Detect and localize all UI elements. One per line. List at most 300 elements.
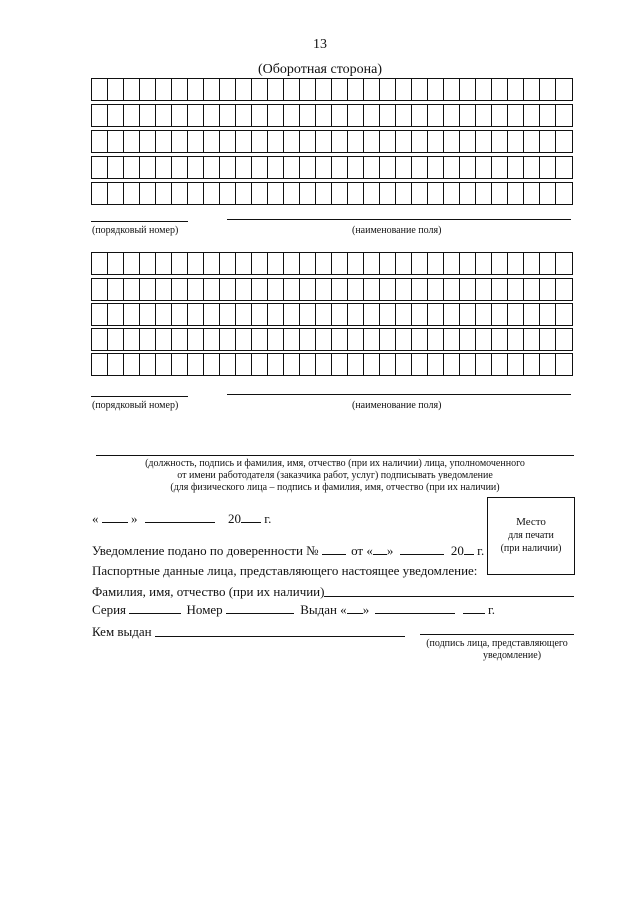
char-cell[interactable] [92, 354, 108, 375]
char-cell[interactable] [412, 304, 428, 325]
char-cell[interactable] [236, 131, 252, 152]
char-cell[interactable] [284, 304, 300, 325]
char-cell[interactable] [396, 79, 412, 100]
char-cell[interactable] [252, 105, 268, 126]
char-cell[interactable] [124, 131, 140, 152]
char-cell[interactable] [412, 354, 428, 375]
char-cell[interactable] [172, 279, 188, 300]
char-cell[interactable] [460, 79, 476, 100]
char-cell[interactable] [316, 183, 332, 204]
char-cell[interactable] [428, 183, 444, 204]
char-cell[interactable] [236, 279, 252, 300]
char-cell[interactable] [300, 329, 316, 350]
char-cell[interactable] [428, 354, 444, 375]
char-cell[interactable] [108, 279, 124, 300]
char-cell[interactable] [556, 329, 572, 350]
char-cell[interactable] [124, 279, 140, 300]
representative-signature-line[interactable] [420, 634, 574, 635]
char-cell[interactable] [300, 304, 316, 325]
char-cell[interactable] [428, 304, 444, 325]
char-cell[interactable] [412, 279, 428, 300]
char-cell[interactable] [444, 183, 460, 204]
char-cell[interactable] [332, 79, 348, 100]
char-cell[interactable] [332, 279, 348, 300]
char-cell[interactable] [316, 253, 332, 274]
char-cell[interactable] [524, 304, 540, 325]
char-cell[interactable] [348, 304, 364, 325]
char-cell[interactable] [396, 304, 412, 325]
char-cell[interactable] [396, 157, 412, 178]
char-cell[interactable] [140, 183, 156, 204]
char-cell[interactable] [380, 253, 396, 274]
char-grid-row-9[interactable] [91, 328, 573, 351]
char-cell[interactable] [524, 131, 540, 152]
char-cell[interactable] [380, 79, 396, 100]
char-cell[interactable] [284, 354, 300, 375]
char-cell[interactable] [156, 354, 172, 375]
char-cell[interactable] [156, 105, 172, 126]
char-cell[interactable] [556, 183, 572, 204]
day-field[interactable] [102, 511, 128, 523]
char-cell[interactable] [92, 304, 108, 325]
char-grid-row-5[interactable] [91, 182, 573, 205]
char-cell[interactable] [348, 79, 364, 100]
char-cell[interactable] [348, 354, 364, 375]
char-cell[interactable] [396, 105, 412, 126]
char-cell[interactable] [476, 304, 492, 325]
char-cell[interactable] [332, 253, 348, 274]
char-cell[interactable] [508, 131, 524, 152]
char-cell[interactable] [284, 157, 300, 178]
char-cell[interactable] [252, 157, 268, 178]
char-cell[interactable] [236, 79, 252, 100]
char-cell[interactable] [380, 105, 396, 126]
char-cell[interactable] [396, 329, 412, 350]
char-cell[interactable] [268, 131, 284, 152]
char-cell[interactable] [172, 354, 188, 375]
proxy-number-field[interactable] [322, 543, 346, 555]
char-cell[interactable] [492, 157, 508, 178]
char-cell[interactable] [364, 183, 380, 204]
char-grid-row-3[interactable] [91, 130, 573, 153]
char-cell[interactable] [428, 131, 444, 152]
char-cell[interactable] [508, 329, 524, 350]
char-cell[interactable] [252, 279, 268, 300]
char-cell[interactable] [124, 79, 140, 100]
char-cell[interactable] [316, 157, 332, 178]
char-cell[interactable] [252, 304, 268, 325]
char-cell[interactable] [316, 329, 332, 350]
char-cell[interactable] [492, 354, 508, 375]
char-cell[interactable] [412, 131, 428, 152]
char-cell[interactable] [316, 105, 332, 126]
char-cell[interactable] [412, 105, 428, 126]
char-cell[interactable] [268, 354, 284, 375]
char-cell[interactable] [108, 253, 124, 274]
series-field[interactable] [129, 602, 181, 614]
char-cell[interactable] [332, 105, 348, 126]
char-cell[interactable] [188, 354, 204, 375]
char-cell[interactable] [92, 183, 108, 204]
char-cell[interactable] [524, 157, 540, 178]
issued-month-field[interactable] [375, 602, 455, 614]
char-cell[interactable] [508, 253, 524, 274]
serial-number-line-2[interactable] [91, 396, 188, 397]
char-cell[interactable] [92, 253, 108, 274]
char-cell[interactable] [492, 279, 508, 300]
char-cell[interactable] [396, 279, 412, 300]
char-cell[interactable] [348, 105, 364, 126]
char-cell[interactable] [460, 105, 476, 126]
field-name-line-1[interactable] [227, 219, 571, 220]
char-cell[interactable] [556, 304, 572, 325]
char-cell[interactable] [172, 304, 188, 325]
char-cell[interactable] [188, 329, 204, 350]
char-cell[interactable] [92, 79, 108, 100]
char-cell[interactable] [476, 183, 492, 204]
char-cell[interactable] [300, 253, 316, 274]
char-cell[interactable] [204, 253, 220, 274]
char-cell[interactable] [476, 329, 492, 350]
char-cell[interactable] [284, 279, 300, 300]
char-cell[interactable] [380, 157, 396, 178]
char-cell[interactable] [316, 354, 332, 375]
char-cell[interactable] [140, 79, 156, 100]
char-cell[interactable] [156, 253, 172, 274]
char-cell[interactable] [300, 354, 316, 375]
char-cell[interactable] [124, 253, 140, 274]
char-cell[interactable] [556, 354, 572, 375]
char-cell[interactable] [444, 329, 460, 350]
char-cell[interactable] [204, 354, 220, 375]
char-cell[interactable] [428, 253, 444, 274]
field-name-line-2[interactable] [227, 394, 571, 395]
char-cell[interactable] [380, 279, 396, 300]
char-cell[interactable] [524, 183, 540, 204]
char-cell[interactable] [252, 183, 268, 204]
char-cell[interactable] [508, 354, 524, 375]
char-cell[interactable] [156, 279, 172, 300]
char-cell[interactable] [524, 354, 540, 375]
char-cell[interactable] [140, 253, 156, 274]
char-cell[interactable] [476, 79, 492, 100]
char-cell[interactable] [364, 354, 380, 375]
char-cell[interactable] [284, 105, 300, 126]
char-cell[interactable] [476, 354, 492, 375]
char-cell[interactable] [540, 183, 556, 204]
char-cell[interactable] [92, 279, 108, 300]
char-cell[interactable] [412, 253, 428, 274]
char-cell[interactable] [540, 329, 556, 350]
number-field[interactable] [226, 602, 294, 614]
char-cell[interactable] [220, 304, 236, 325]
char-cell[interactable] [108, 183, 124, 204]
char-cell[interactable] [332, 354, 348, 375]
char-cell[interactable] [460, 183, 476, 204]
char-cell[interactable] [300, 157, 316, 178]
char-cell[interactable] [428, 329, 444, 350]
char-cell[interactable] [268, 105, 284, 126]
char-cell[interactable] [556, 105, 572, 126]
char-cell[interactable] [428, 79, 444, 100]
char-cell[interactable] [492, 304, 508, 325]
char-cell[interactable] [540, 253, 556, 274]
char-cell[interactable] [204, 157, 220, 178]
char-cell[interactable] [380, 183, 396, 204]
char-cell[interactable] [364, 329, 380, 350]
char-cell[interactable] [172, 157, 188, 178]
char-grid-row-7[interactable] [91, 278, 573, 301]
char-cell[interactable] [108, 304, 124, 325]
char-cell[interactable] [460, 157, 476, 178]
char-cell[interactable] [444, 131, 460, 152]
char-cell[interactable] [444, 279, 460, 300]
char-cell[interactable] [188, 157, 204, 178]
char-cell[interactable] [124, 105, 140, 126]
char-cell[interactable] [492, 253, 508, 274]
char-cell[interactable] [524, 329, 540, 350]
char-cell[interactable] [524, 79, 540, 100]
char-cell[interactable] [556, 79, 572, 100]
char-cell[interactable] [108, 157, 124, 178]
char-cell[interactable] [220, 183, 236, 204]
char-cell[interactable] [492, 183, 508, 204]
char-cell[interactable] [476, 279, 492, 300]
char-cell[interactable] [348, 131, 364, 152]
char-cell[interactable] [444, 157, 460, 178]
char-cell[interactable] [124, 304, 140, 325]
char-cell[interactable] [124, 329, 140, 350]
char-cell[interactable] [556, 131, 572, 152]
char-cell[interactable] [220, 279, 236, 300]
char-cell[interactable] [204, 304, 220, 325]
serial-number-line-1[interactable] [91, 221, 188, 222]
char-cell[interactable] [364, 279, 380, 300]
char-cell[interactable] [140, 157, 156, 178]
char-cell[interactable] [284, 79, 300, 100]
proxy-year-field[interactable] [464, 543, 474, 555]
char-cell[interactable] [284, 253, 300, 274]
char-cell[interactable] [412, 157, 428, 178]
char-cell[interactable] [220, 105, 236, 126]
char-cell[interactable] [300, 131, 316, 152]
char-cell[interactable] [300, 105, 316, 126]
char-grid-row-1[interactable] [91, 78, 573, 101]
char-cell[interactable] [524, 105, 540, 126]
char-cell[interactable] [188, 279, 204, 300]
issued-year-field[interactable] [463, 602, 485, 614]
char-cell[interactable] [364, 157, 380, 178]
char-cell[interactable] [172, 105, 188, 126]
char-grid-row-4[interactable] [91, 156, 573, 179]
char-cell[interactable] [268, 329, 284, 350]
char-cell[interactable] [204, 183, 220, 204]
char-cell[interactable] [268, 253, 284, 274]
char-cell[interactable] [396, 354, 412, 375]
char-cell[interactable] [460, 279, 476, 300]
char-cell[interactable] [108, 79, 124, 100]
char-cell[interactable] [380, 354, 396, 375]
char-cell[interactable] [268, 157, 284, 178]
char-cell[interactable] [508, 183, 524, 204]
char-cell[interactable] [348, 183, 364, 204]
char-cell[interactable] [332, 157, 348, 178]
char-cell[interactable] [252, 329, 268, 350]
char-cell[interactable] [460, 329, 476, 350]
char-cell[interactable] [156, 157, 172, 178]
char-cell[interactable] [540, 279, 556, 300]
char-cell[interactable] [540, 105, 556, 126]
char-grid-row-6[interactable] [91, 252, 573, 275]
char-cell[interactable] [556, 253, 572, 274]
char-cell[interactable] [428, 279, 444, 300]
char-cell[interactable] [444, 354, 460, 375]
proxy-month-field[interactable] [400, 543, 444, 555]
char-cell[interactable] [188, 183, 204, 204]
employer-signature-line[interactable] [96, 455, 574, 456]
char-cell[interactable] [300, 279, 316, 300]
char-cell[interactable] [540, 354, 556, 375]
char-cell[interactable] [268, 79, 284, 100]
char-cell[interactable] [348, 329, 364, 350]
char-cell[interactable] [492, 105, 508, 126]
char-cell[interactable] [140, 304, 156, 325]
char-cell[interactable] [380, 304, 396, 325]
char-cell[interactable] [188, 105, 204, 126]
char-cell[interactable] [284, 183, 300, 204]
char-cell[interactable] [140, 279, 156, 300]
char-cell[interactable] [524, 253, 540, 274]
char-cell[interactable] [460, 253, 476, 274]
char-cell[interactable] [252, 79, 268, 100]
char-cell[interactable] [396, 253, 412, 274]
char-cell[interactable] [156, 304, 172, 325]
char-cell[interactable] [108, 131, 124, 152]
char-cell[interactable] [540, 304, 556, 325]
proxy-day-field[interactable] [373, 543, 387, 555]
char-grid-row-8[interactable] [91, 303, 573, 326]
char-cell[interactable] [476, 105, 492, 126]
char-cell[interactable] [284, 131, 300, 152]
char-cell[interactable] [140, 354, 156, 375]
char-cell[interactable] [396, 183, 412, 204]
issued-day-field[interactable] [347, 602, 363, 614]
char-cell[interactable] [124, 183, 140, 204]
char-cell[interactable] [428, 105, 444, 126]
char-cell[interactable] [204, 329, 220, 350]
char-cell[interactable] [380, 131, 396, 152]
char-cell[interactable] [508, 157, 524, 178]
char-cell[interactable] [492, 329, 508, 350]
char-cell[interactable] [364, 304, 380, 325]
char-cell[interactable] [540, 157, 556, 178]
char-cell[interactable] [444, 79, 460, 100]
char-cell[interactable] [508, 304, 524, 325]
char-cell[interactable] [316, 279, 332, 300]
char-cell[interactable] [492, 131, 508, 152]
char-cell[interactable] [348, 279, 364, 300]
char-cell[interactable] [364, 131, 380, 152]
char-cell[interactable] [124, 157, 140, 178]
char-cell[interactable] [188, 253, 204, 274]
year-field[interactable] [241, 511, 261, 523]
char-cell[interactable] [316, 131, 332, 152]
char-cell[interactable] [364, 79, 380, 100]
full-name-field[interactable] [324, 596, 574, 597]
char-cell[interactable] [204, 79, 220, 100]
char-cell[interactable] [252, 253, 268, 274]
char-cell[interactable] [156, 183, 172, 204]
char-cell[interactable] [236, 183, 252, 204]
char-cell[interactable] [476, 157, 492, 178]
char-cell[interactable] [108, 354, 124, 375]
char-cell[interactable] [236, 304, 252, 325]
char-cell[interactable] [236, 253, 252, 274]
char-cell[interactable] [316, 79, 332, 100]
char-cell[interactable] [300, 79, 316, 100]
char-cell[interactable] [460, 354, 476, 375]
char-cell[interactable] [220, 354, 236, 375]
char-grid-row-10[interactable] [91, 353, 573, 376]
char-cell[interactable] [108, 329, 124, 350]
char-cell[interactable] [492, 79, 508, 100]
char-cell[interactable] [92, 157, 108, 178]
char-cell[interactable] [524, 279, 540, 300]
char-cell[interactable] [268, 183, 284, 204]
char-cell[interactable] [140, 329, 156, 350]
char-cell[interactable] [188, 304, 204, 325]
char-cell[interactable] [220, 157, 236, 178]
char-cell[interactable] [268, 304, 284, 325]
char-cell[interactable] [476, 253, 492, 274]
char-cell[interactable] [332, 131, 348, 152]
char-cell[interactable] [156, 131, 172, 152]
char-cell[interactable] [140, 105, 156, 126]
char-cell[interactable] [252, 131, 268, 152]
char-cell[interactable] [332, 304, 348, 325]
char-cell[interactable] [476, 131, 492, 152]
char-cell[interactable] [556, 279, 572, 300]
char-cell[interactable] [348, 157, 364, 178]
char-cell[interactable] [444, 253, 460, 274]
char-cell[interactable] [220, 253, 236, 274]
char-cell[interactable] [268, 279, 284, 300]
char-cell[interactable] [460, 304, 476, 325]
char-cell[interactable] [172, 79, 188, 100]
char-cell[interactable] [188, 79, 204, 100]
char-cell[interactable] [412, 329, 428, 350]
month-field[interactable] [145, 511, 215, 523]
char-cell[interactable] [92, 105, 108, 126]
char-cell[interactable] [396, 131, 412, 152]
char-cell[interactable] [172, 253, 188, 274]
char-cell[interactable] [364, 105, 380, 126]
char-cell[interactable] [220, 79, 236, 100]
char-cell[interactable] [92, 329, 108, 350]
char-cell[interactable] [508, 79, 524, 100]
char-cell[interactable] [156, 329, 172, 350]
char-cell[interactable] [428, 157, 444, 178]
char-cell[interactable] [220, 131, 236, 152]
char-cell[interactable] [460, 131, 476, 152]
char-cell[interactable] [140, 131, 156, 152]
char-cell[interactable] [236, 329, 252, 350]
char-cell[interactable] [204, 105, 220, 126]
char-cell[interactable] [556, 157, 572, 178]
char-cell[interactable] [172, 329, 188, 350]
char-cell[interactable] [316, 304, 332, 325]
issued-by-field[interactable] [155, 636, 405, 637]
